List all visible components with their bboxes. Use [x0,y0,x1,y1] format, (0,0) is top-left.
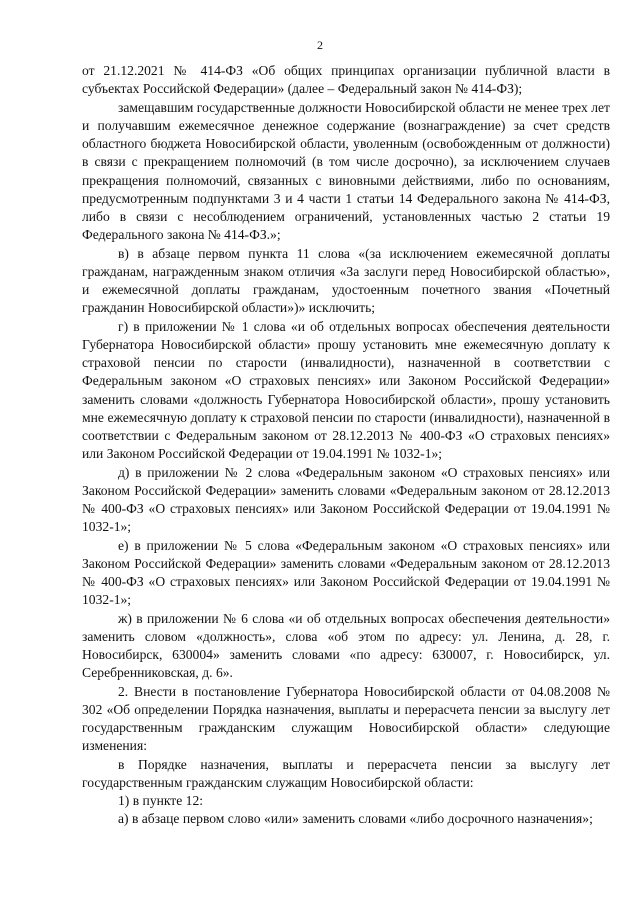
paragraph-item-v: в) в абзаце первом пункта 11 слова «(за исключением ежемесячной доплаты гражданам, награжденным знаком отличия «За заслуги перед Новосибирской областью», и ежемесячной доплаты гражданам, удостоенным почетного звания «Почетный гражданин Новосибирской области»)» исключить; [82,245,610,316]
paragraph-item-d: д) в приложении № 2 слова «Федеральным законом «О страховых пенсиях» или Законом Российской Федерации» заменить словами «Федеральным законом от 28.12.2013 № 400-ФЗ «О страховых пенсиях» или Законом Российской Федерации от 19.04.1991 № 1032-1»; [82,464,610,535]
document-body [82,62,610,829]
paragraph-item-g: г) в приложении № 1 слова «и об отдельных вопросах обеспечения деятельности Губернатора Новосибирской области» прошу установить мне ежемесячную доплату к страховой пенсии по старости (инвалидности), назначенной в соответствии с Федеральным законом «О страховых пенсиях» или Законом Российской Федерации» заменить словами «должность Губернатора Новосибирской области», прошу установить мне ежемесячную доплату к страховой пенсии по старости (инвалидности), назначенной в соответствии с Федеральным законом от 28.12.2013 № 400-ФЗ «О страховых пенсиях» или Законом Российской Федерации от 19.04.1991 № 1032-1»; [82,318,610,462]
paragraph-item-e: е) в приложении № 5 слова «Федеральным законом «О страховых пенсиях» или Законом Российской Федерации» заменить словами «Федеральным законом от 28.12.2013 № 400-ФЗ «О страховых пенсиях» или Законом Российской Федерации от 19.04.1991 № 1032-1»; [82,537,610,608]
paragraph-continuation: от 21.12.2021 № 414-ФЗ «Об общих принципах организации публичной власти в субъектах Российской Федерации» (далее – Федеральный закон № 414-ФЗ); [82,63,610,97]
page-number: 2 [317,38,323,52]
paragraph-procedure: в Порядке назначения, выплаты и перерасчета пенсии за выслугу лет государственным гражданским служащим Новосибирской области: [82,756,610,790]
paragraph-subpoint-a: а) в абзаце первом слово «или» заменить словами «либо досрочного назначения»; [118,811,593,827]
paragraph-section-2: 2. Внести в постановление Губернатора Новосибирской области от 04.08.2008 № 302 «Об определении Порядка назначения, выплаты и перерасчета пенсии за выслугу лет государственным гражданским служащим Новосибирской области» следующие изменения: [82,683,610,754]
paragraph-point-12: 1) в пункте 12: [118,793,204,808]
paragraph-state-positions: замещавшим государственные должности Новосибирской области не менее трех лет и получавшим ежемесячное денежное содержание (вознаграждение) за счет средств областного бюджета Новосибирской области, уволенным (освобожденным от должности) в связи с прекращением полномочий (в том числе досрочно), за исключением случаев прекращения полномочий, связанных с виновными действиями, либо по основаниям, предусмотренным подпунктами 3 и 4 части 1 статьи 14 Федерального закона № 414-ФЗ, либо в связи с несоблюдением ограничений, установленных частью 2 статьи 19 Федерального закона № 414-ФЗ.»; [82,99,610,243]
paragraph-item-zh: ж) в приложении № 6 слова «и об отдельных вопросах обеспечения деятельности» заменить словом «должность», слова «об этом по адресу: ул. Ленина, д. 28, г. Новосибирск, 630004» заменить словами «по адресу: 630007, г. Новосибирск, ул. Серебренниковская, д. 6». [82,610,610,681]
